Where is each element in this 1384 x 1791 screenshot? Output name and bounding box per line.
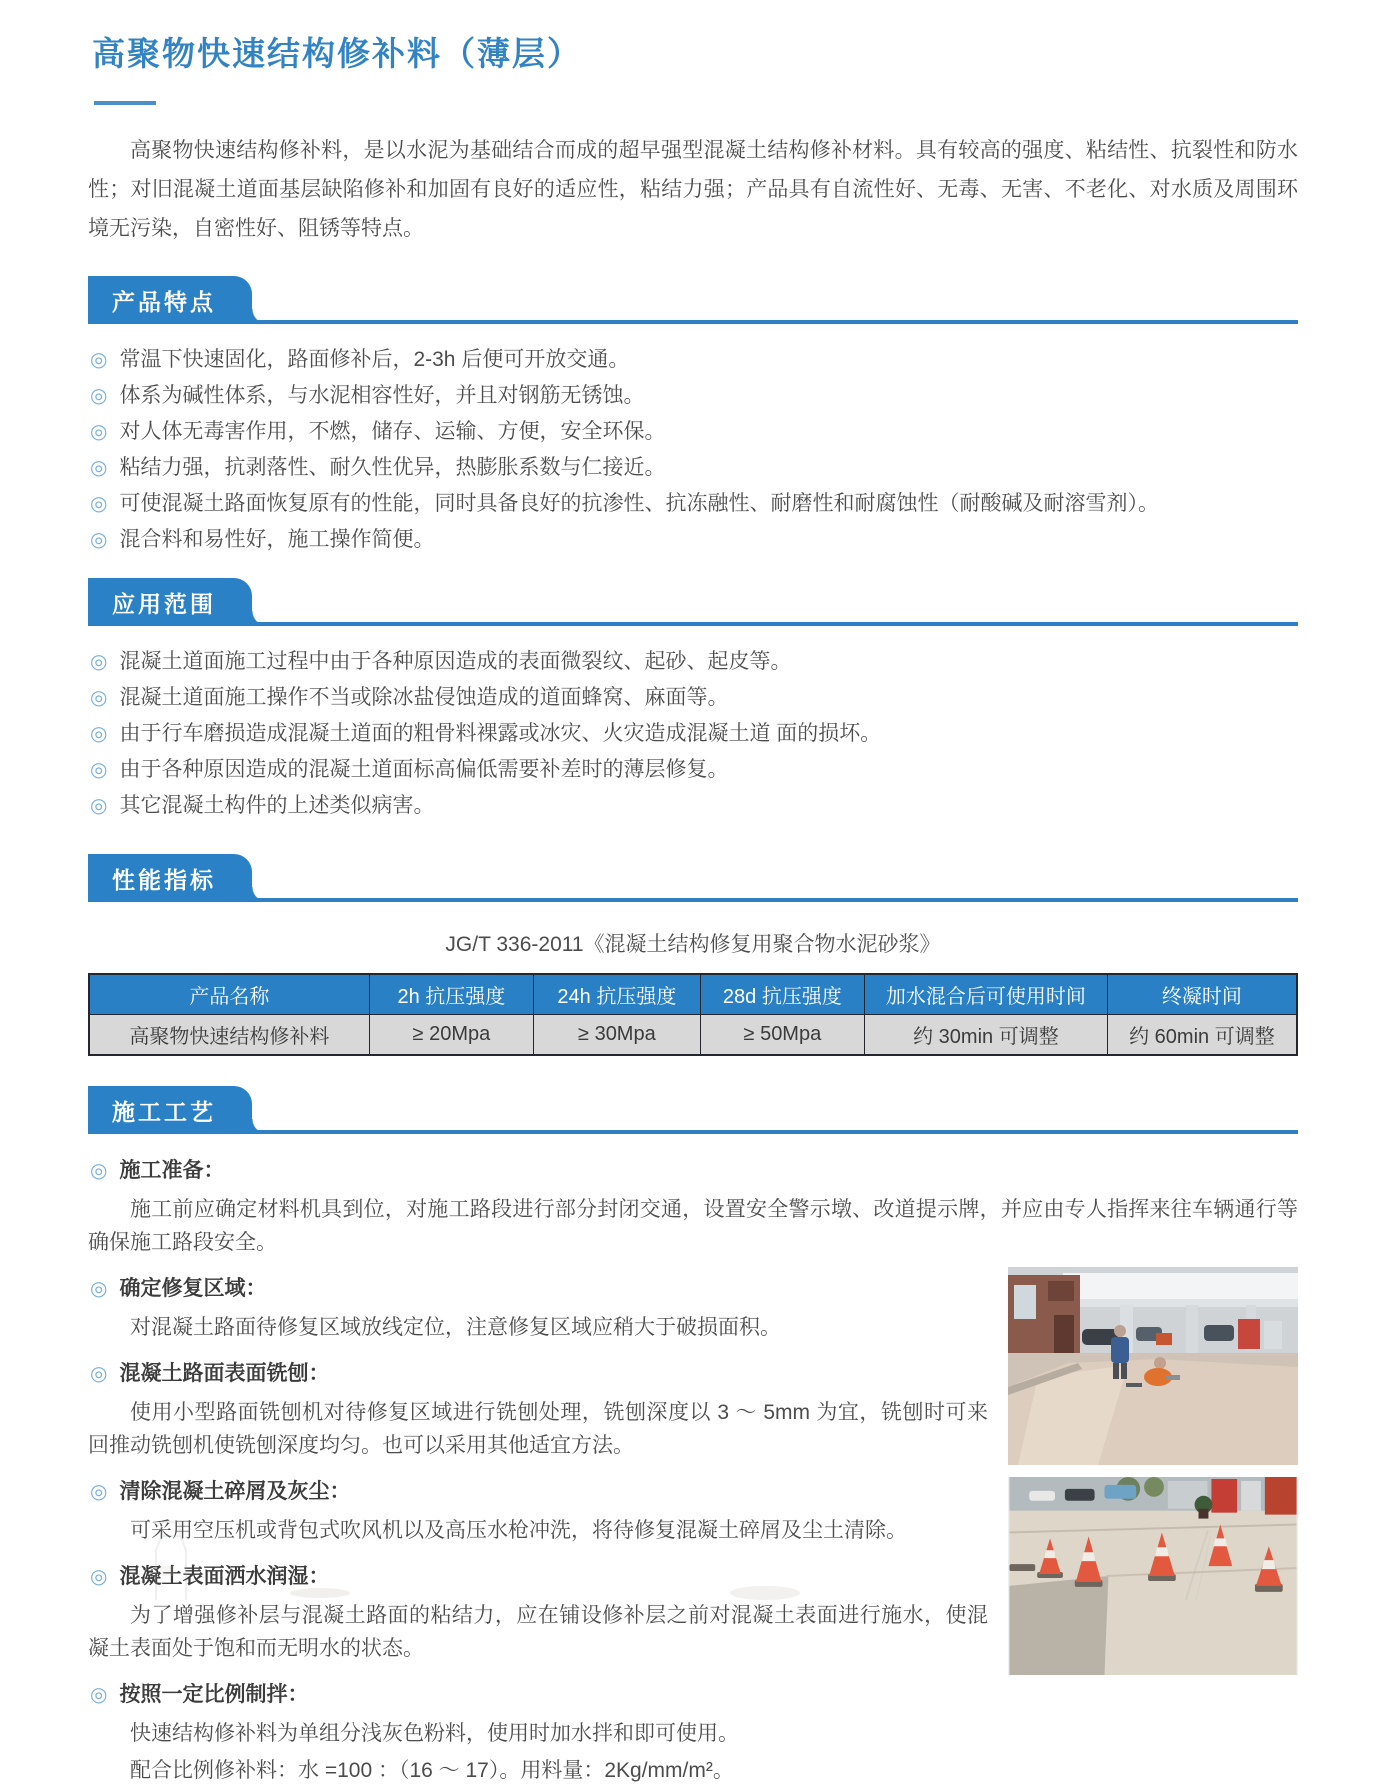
list-item-text: 由于行车磨损造成混凝土道面的粗骨料裸露或冰灾、火灾造成混凝土道 面的损坏。 (119, 722, 882, 745)
table-header-cell: 终凝时间 (1107, 974, 1297, 1015)
list-item (90, 490, 1298, 518)
section-performance (88, 860, 1298, 1056)
standard-caption: JG/T 336-2011《混凝土结构修复用聚合物水泥砂浆》 (445, 933, 941, 956)
section-performance-header (88, 860, 1298, 902)
list-item-text: 混凝土道面施工操作不当或除冰盐侵蚀造成的道面蜂窝、麻面等。 (119, 686, 729, 709)
table-cell: 约 30min 可调整 (865, 1015, 1108, 1056)
section-process (88, 1092, 1298, 1791)
list-item-text: 其它混凝土构件的上述类似病害。 (119, 794, 435, 817)
page-title: 高聚物快速结构修补料（薄层） (92, 35, 582, 72)
applications-list (90, 648, 1298, 820)
step-body: 快速结构修补料为单组分浅灰色粉料，使用时加水拌和即可使用。 (130, 1722, 739, 1745)
photo-repair-work (1008, 1267, 1298, 1465)
ring-bullet-icon: ◎ (90, 385, 108, 407)
step-body: 可采用空压机或背包式吹风机以及高压水枪冲洗，将待修复混凝土碎屑及尘土清除。 (130, 1519, 907, 1542)
process-step (88, 1678, 1298, 1787)
section-process-header (88, 1092, 1298, 1134)
table-header-cell: 2h 抗压强度 (369, 974, 533, 1015)
section-process-badge: 施工工艺 (88, 1086, 252, 1134)
section-applications-badge: 应用范围 (88, 578, 252, 626)
list-item (90, 648, 1298, 676)
step-title-text: 施工准备： (119, 1159, 225, 1182)
table-header-cell: 加水混合后可使用时间 (865, 974, 1108, 1015)
list-item (90, 720, 1298, 748)
process-photos (1008, 1267, 1298, 1687)
step-title (90, 1154, 1298, 1184)
process-step (88, 1154, 1298, 1259)
list-item (90, 346, 1298, 374)
step-body: 配合比例修补料：水 =100 ：（16 ～ 17）。用料量：2Kg/mm/m²。 (130, 1759, 734, 1782)
ring-bullet-icon: ◎ (90, 687, 108, 709)
photo-traffic-cones (1008, 1477, 1298, 1675)
ring-bullet-icon: ◎ (90, 1278, 108, 1300)
list-item (90, 454, 1298, 482)
section-features-badge: 产品特点 (88, 276, 252, 324)
list-item (90, 382, 1298, 410)
section-applications (88, 584, 1298, 820)
features-list (90, 346, 1298, 554)
list-item (90, 792, 1298, 820)
table-row (89, 1015, 1297, 1056)
process-content (88, 1154, 1298, 1791)
ring-bullet-icon: ◎ (90, 421, 108, 443)
ring-bullet-icon: ◎ (90, 1481, 108, 1503)
step-title-text: 混凝土路面表面铣刨： (119, 1362, 330, 1385)
ring-bullet-icon: ◎ (90, 1160, 108, 1182)
table-cell: ≥ 20Mpa (369, 1015, 533, 1056)
ring-bullet-icon: ◎ (90, 759, 108, 781)
list-item-text: 体系为碱性体系，与水泥相容性好，并且对钢筋无锈蚀。 (119, 384, 645, 407)
section-features-header (88, 282, 1298, 324)
ring-bullet-icon: ◎ (90, 651, 108, 673)
table-header-row (89, 974, 1297, 1015)
section-features (88, 282, 1298, 554)
table-cell: ≥ 50Mpa (700, 1015, 864, 1056)
ring-bullet-icon: ◎ (90, 1684, 108, 1706)
step-body: 施工前应确定材料机具到位，对施工路段进行部分封闭交通，设置安全警示墩、改道提示牌，并应由专人指挥来往车辆通行等确保施工路段安全。 (88, 1198, 1298, 1254)
list-item-text: 常温下快速固化，路面修补后，2-3h 后便可开放交通。 (119, 348, 630, 371)
ring-bullet-icon: ◎ (90, 457, 108, 479)
list-item (90, 526, 1298, 554)
step-title-text: 混凝土表面洒水润湿： (119, 1565, 330, 1588)
title-underline (94, 101, 156, 105)
step-title-text: 按照一定比例制拌： (119, 1683, 309, 1706)
list-item (90, 418, 1298, 446)
section-applications-header (88, 584, 1298, 626)
step-body: 使用小型路面铣刨机对待修复区域进行铣刨处理，铣刨深度以 3 ～ 5mm 为宜，铣刨时可来回推动铣刨机使铣刨深度均匀。也可以采用其他适宜方法。 (88, 1401, 988, 1457)
table-header-cell: 产品名称 (89, 974, 369, 1015)
ring-bullet-icon: ◎ (90, 493, 108, 515)
table-cell: 高聚物快速结构修补料 (89, 1015, 369, 1056)
performance-table (88, 973, 1298, 1056)
ring-bullet-icon: ◎ (90, 795, 108, 817)
ring-bullet-icon: ◎ (90, 1363, 108, 1385)
step-title-text: 确定修复区域： (119, 1277, 267, 1300)
step-body: 对混凝土路面待修复区域放线定位，注意修复区域应稍大于破损面积。 (130, 1316, 781, 1339)
table-header-cell: 24h 抗压强度 (534, 974, 701, 1015)
list-item-text: 由于各种原因造成的混凝土道面标高偏低需要补差时的薄层修复。 (119, 758, 729, 781)
step-title-text: 清除混凝土碎屑及灰尘： (119, 1480, 351, 1503)
ring-bullet-icon: ◎ (90, 349, 108, 371)
list-item (90, 684, 1298, 712)
list-item (90, 756, 1298, 784)
table-cell: 约 60min 可调整 (1107, 1015, 1297, 1056)
intro-paragraph: 高聚物快速结构修补料，是以水泥为基础结合而成的超早强型混凝土结构修补材料。具有较高的强度、粘结性、抗裂性和防水性；对旧混凝土道面基层缺陷修补和加固有良好的适应性，粘结力强；产品具有自流性好、无毒、无害、不老化、对水质及周围环境无污染，自密性好、阻锈等特点。 (88, 139, 1298, 240)
list-item-text: 粘结力强，抗剥落性、耐久性优异，热膨胀系数与仁接近。 (119, 456, 666, 479)
ring-bullet-icon: ◎ (90, 723, 108, 745)
list-item-text: 可使混凝土路面恢复原有的性能，同时具备良好的抗渗性、抗冻融性、耐磨性和耐腐蚀性（耐酸碱及耐溶雪剂）。 (119, 492, 1159, 515)
table-header-cell: 28d 抗压强度 (700, 974, 864, 1015)
section-performance-badge: 性能指标 (88, 854, 252, 902)
list-item-text: 混凝土道面施工过程中由于各种原因造成的表面微裂纹、起砂、起皮等。 (119, 650, 792, 673)
table-cell: ≥ 30Mpa (534, 1015, 701, 1056)
step-body: 为了增强修补层与混凝土路面的粘结力，应在铺设修补层之前对混凝土表面进行施水，使混凝土表面处于饱和而无明水的状态。 (88, 1604, 988, 1660)
list-item-text: 混合料和易性好，施工操作简便。 (119, 528, 435, 551)
list-item-text: 对人体无毒害作用，不燃，储存、运输、方便，安全环保。 (119, 420, 666, 443)
ring-bullet-icon: ◎ (90, 1566, 108, 1588)
ring-bullet-icon: ◎ (90, 529, 108, 551)
